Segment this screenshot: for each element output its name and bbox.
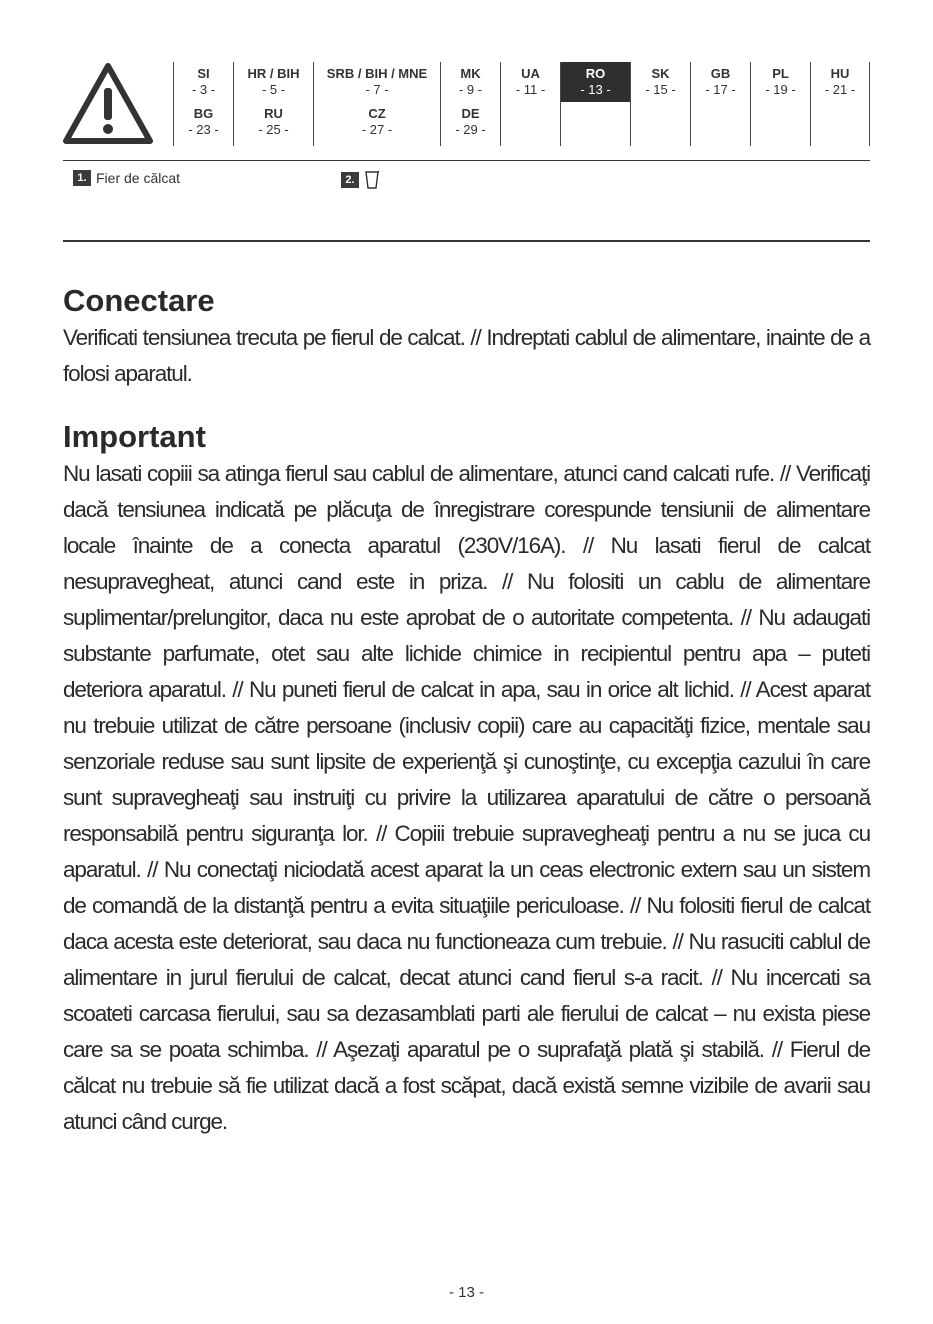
part-number-badge: 1. [73,170,91,186]
lang-cell-ru[interactable]: RU - 25 - [233,102,313,146]
section-body-important: Nu lasati copiii sa atinga fierul sau cablul de alimentare, atunci cand calcati rufe. // Verificaţi dacă tensiunea indicată pe plăcuţa de înregistrare corespunde tensiunii de alimentare locale înainte de a conecta aparatul (230V/16A). // Nu lasati fierul de calcat nesupravegheat, atunci cand este in priza. // Nu folositi un cablu de alimentare suplimentar/prelungitor, daca nu este aprobat de o autoritate competenta. // Nu adaugati substante parfumate, otet sau alte lichide chimice in recipientul pentru apa – puteti deteriora aparatul. // Nu puneti fierul de calcat in apa, sau in orice alt lichid. // Acest aparat nu trebuie utilizat de către persoane (inclusiv copii) care au capacităţi fizice, mentale sau senzoriale reduse sau sunt lipsite de experienţă şi cunoştinţe, cu excepţia cazului în care sunt supravegheaţi sau instruiţi cu privire la utilizarea aparatului de către o persoană responsabilă pentru siguranţa lor. // Copiii trebuie supravegheaţi pentru a nu se juca cu aparatul. // Nu conectaţi niciodată acest aparat la un ceas electronic extern sau un sistem de comandă de la distanţă pentru a evita situaţiile periculoase. // Nu folositi fierul de calcat daca acesta este deteriorat, sau daca nu functioneaza cum trebuie. // Nu rasuciti cablul de alimentare in jurul fierului de calcat, decat atunci cand fierul s-a racit. // Nu incercati sa scoateti carcasa fierului, sau sa dezasamblati parti ale fierului de calcat – nu exista piese care sa se poata schimba. // Aşezaţi aparatul pe o suprafaţă plată şi stabilă. // Fierul de călcat nu trebuie să fie utilizat dacă a fost scăpat, dacă există semne vizibile de avarii sau atunci când curge. [63,461,870,1134]
lang-cell-gb[interactable]: GB - 17 - [690,62,750,102]
lang-cell-si[interactable]: SI - 3 - [173,62,233,102]
language-row-2 [173,102,870,146]
divider-top [63,160,870,161]
divider-bottom [63,240,870,242]
language-index-table [173,62,870,146]
warning-triangle-icon [62,62,154,146]
lang-cell-empty [750,102,810,146]
section-title-important: Important [63,419,206,454]
page-number: - 13 - [448,1284,484,1301]
lang-cell-pl[interactable]: PL - 19 - [750,62,810,102]
measuring-cup-icon [364,170,380,190]
section-title-conectare: Conectare [63,283,215,318]
lang-cell-empty [560,102,630,146]
part-label: Fier de călcat [96,170,181,186]
lang-cell-de[interactable]: DE - 29 - [440,102,500,146]
lang-cell-empty [690,102,750,146]
lang-cell-mk[interactable]: MK - 9 - [440,62,500,102]
part-item-2 [341,170,380,190]
lang-cell-ua[interactable]: UA - 11 - [500,62,560,102]
lang-cell-hu[interactable]: HU - 21 - [810,62,870,102]
lang-cell-empty [500,102,560,146]
lang-cell-empty [630,102,690,146]
part-item-1 [73,170,180,186]
part-number-badge: 2. [341,172,359,188]
main-content [63,282,870,1140]
lang-cell-sk[interactable]: SK - 15 - [630,62,690,102]
lang-cell-ro-active[interactable]: RO - 13 - [560,62,630,102]
section-body-conectare: Verificati tensiunea trecuta pe fierul de calcat. // Indreptati cablul de alimentare, inainte de a folosi aparatul. [63,325,870,386]
language-row-1 [173,62,870,102]
lang-cell-srb-bih-mne[interactable]: SRB / BIH / MNE - 7 - [313,62,440,102]
lang-cell-empty [810,102,870,146]
lang-cell-bg[interactable]: BG - 23 - [173,102,233,146]
lang-cell-cz[interactable]: CZ - 27 - [313,102,440,146]
lang-cell-hr-bih[interactable]: HR / BIH - 5 - [233,62,313,102]
